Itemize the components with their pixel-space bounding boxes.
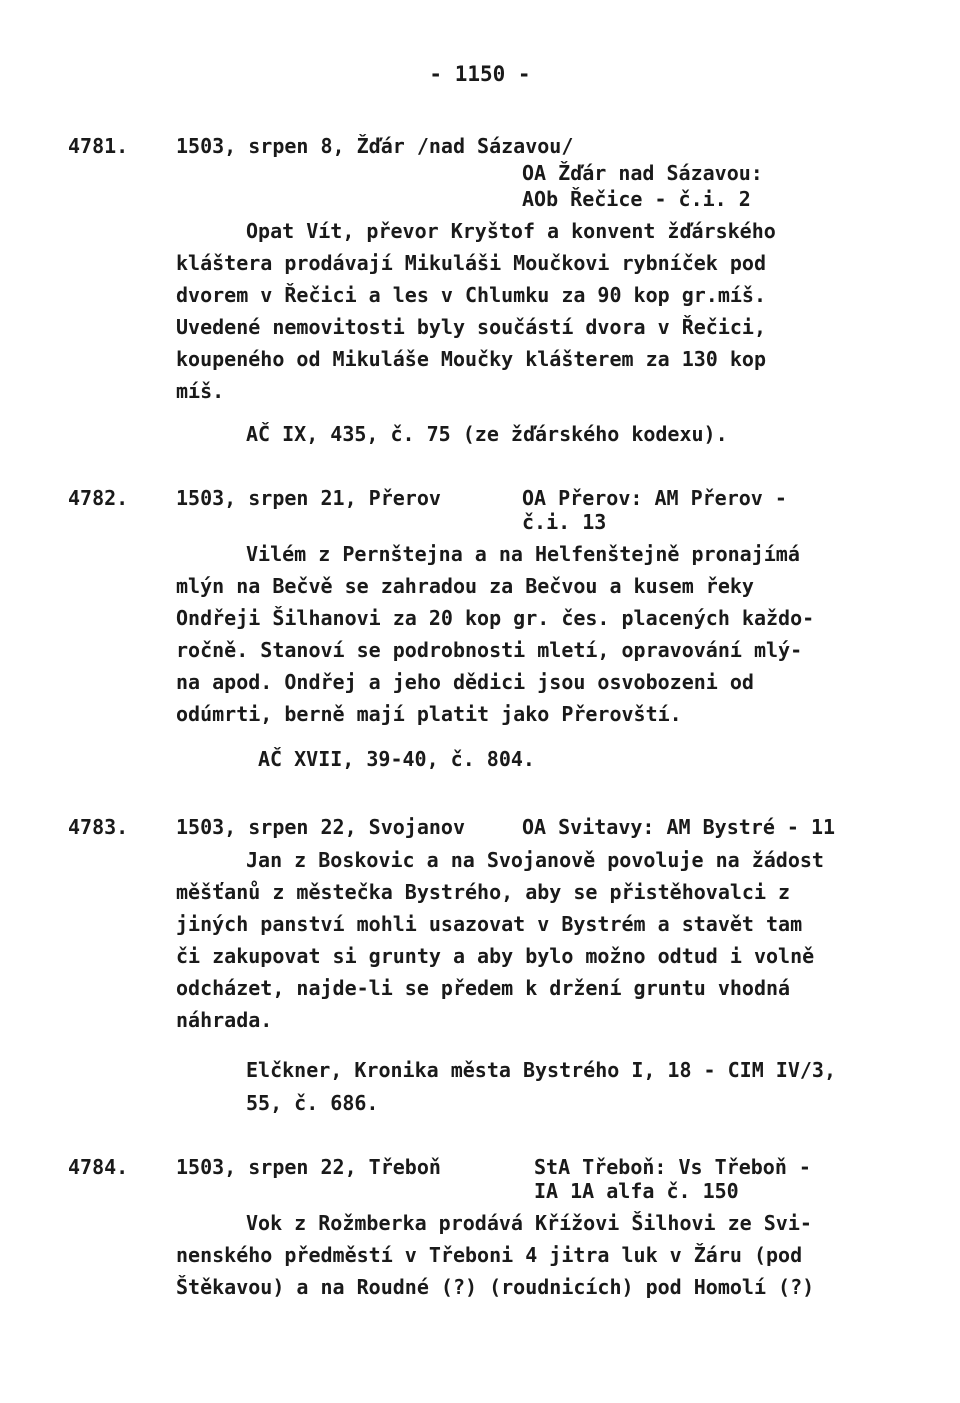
text-line: ročně. Stanoví se podrobnosti mletí, opravování mlý- bbox=[176, 638, 803, 662]
text-line: koupeného od Mikuláše Moučky klášterem za 130 kop bbox=[176, 347, 767, 371]
text-line: či zakupovat si grunty a aby bylo možno odtud i volně bbox=[176, 944, 815, 968]
text-line: kláštera prodávají Mikuláši Moučkovi rybníček pod bbox=[176, 251, 767, 275]
entry-number: 4783. bbox=[68, 815, 129, 839]
text-line: jiných panství mohli usazovat v Bystrém a stavět tam bbox=[176, 912, 803, 936]
text-line: odcházet, najde-li se předem k držení gruntu vhodná bbox=[176, 976, 791, 1000]
source-line: AČ IX, 435, č. 75 (ze žďárského kodexu). bbox=[246, 422, 728, 446]
text-line: Ondřeji Šilhanovi za 20 kop gr. čes. placených každo- bbox=[176, 606, 815, 630]
entry-header: 1503, srpen 22, Svojanov bbox=[176, 815, 465, 839]
entry-header: 1503, srpen 22, Třeboň bbox=[176, 1155, 441, 1179]
text-line: náhrada. bbox=[176, 1008, 273, 1032]
text-line: Uvedené nemovitosti byly součástí dvora v Řečici, bbox=[176, 315, 767, 339]
archive-line: StA Třeboň: Vs Třeboň - bbox=[534, 1155, 811, 1179]
page-number: - 1150 - bbox=[429, 62, 531, 86]
source-line: AČ XVII, 39-40, č. 804. bbox=[258, 747, 535, 771]
text-line: odúmrti, berně mají platit jako Přerovští. bbox=[176, 702, 682, 726]
archive-line: OA Žďár nad Sázavou: bbox=[522, 161, 763, 185]
archive-line: AOb Řečice - č.i. 2 bbox=[522, 187, 751, 211]
text-line: Vok z Rožmberka prodává Křížovi Šilhovi ze Svi- bbox=[246, 1211, 812, 1235]
text-line: mlýn na Bečvě se zahradou za Bečvou a kusem řeky bbox=[176, 574, 754, 598]
text-line: Jan z Boskovic a na Svojanově povoluje na žádost bbox=[246, 848, 824, 872]
text-line: Vilém z Pernštejna a na Helfenštejně pronajímá bbox=[246, 542, 800, 566]
text-line: Opat Vít, převor Kryštof a konvent žďárského bbox=[246, 219, 776, 243]
archive-line: OA Svitavy: AM Bystré - 11 bbox=[522, 815, 836, 839]
text-line: nenského předměstí v Třeboni 4 jitra luk v Žáru (pod bbox=[176, 1243, 803, 1267]
archive-line: IA 1A alfa č. 150 bbox=[534, 1179, 739, 1203]
text-line: na apod. Ondřej a jeho dědici jsou osvobozeni od bbox=[176, 670, 754, 694]
entry-number: 4781. bbox=[68, 134, 129, 158]
text-line: Štěkavou) a na Roudné (?) (roudnicích) pod Homolí (?) bbox=[176, 1275, 815, 1299]
text-line: míš. bbox=[176, 379, 225, 403]
entry-number: 4782. bbox=[68, 486, 129, 510]
text-line: měšťanů z městečka Bystrého, aby se přistěhovalci z bbox=[176, 880, 791, 904]
text-line: dvorem v Řečici a les v Chlumku za 90 kop gr.míš. bbox=[176, 283, 767, 307]
entry-number: 4784. bbox=[68, 1155, 129, 1179]
archive-line: OA Přerov: AM Přerov - bbox=[522, 486, 787, 510]
source-line: 55, č. 686. bbox=[246, 1091, 379, 1115]
entry-header: 1503, srpen 21, Přerov bbox=[176, 486, 441, 510]
entry-header: 1503, srpen 8, Žďár /nad Sázavou/ bbox=[176, 134, 574, 158]
source-line: Elčkner, Kronika města Bystrého I, 18 - CIM IV/3, bbox=[246, 1058, 837, 1082]
archive-line: č.i. 13 bbox=[522, 510, 607, 534]
